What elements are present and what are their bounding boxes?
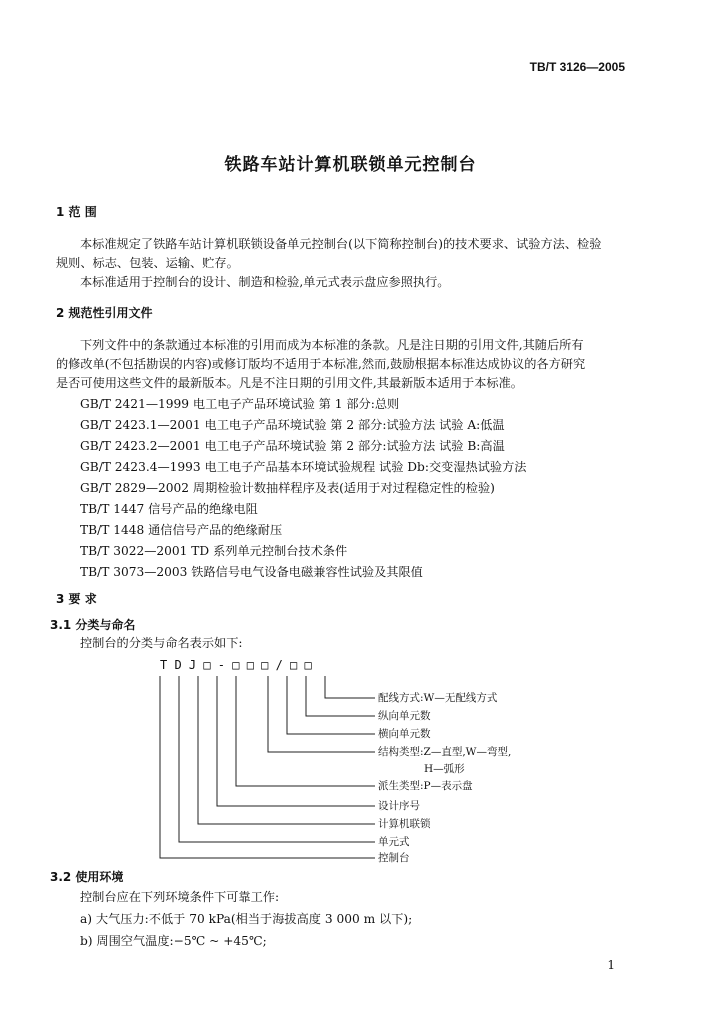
- section-3-2-heading: 3.2 使用环境: [50, 870, 124, 884]
- reference-item: GB/T 2421—1999 电工电子产品环境试验 第 1 部分:总则: [80, 397, 400, 411]
- section-2-paragraph-line-1: 下列文件中的条款通过本标准的引用而成为本标准的条款。凡是注日期的引用文件,其随后所有: [80, 338, 584, 352]
- reference-item: GB/T 2423.1—2001 电工电子产品环境试验 第 2 部分:试验方法 试验 A:低温: [80, 418, 505, 432]
- section-3-2-text: 控制台应在下列环境条件下可靠工作:: [80, 890, 280, 904]
- document-title: 铁路车站计算机联锁单元控制台: [224, 155, 477, 175]
- standard-number: TB/T 3126—2005: [529, 60, 625, 74]
- section-2-paragraph-line-3: 是否可使用这些文件的最新版本。凡是不注日期的引用文件,其最新版本适用于本标准。: [56, 376, 523, 390]
- naming-diagram-lines: [150, 662, 570, 872]
- diagram-label: 结构类型:Z—直型,W—弯型,: [378, 746, 512, 758]
- section-3-heading: 3 要 求: [56, 592, 97, 606]
- list-item-b: b) 周围空气温度:−5℃ ~ +45℃;: [80, 934, 267, 948]
- reference-item: TB/T 3022—2001 TD 系列单元控制台技术条件: [80, 544, 348, 558]
- section-1-paragraph-1-line-1: 本标准规定了铁路车站计算机联锁设备单元控制台(以下简称控制台)的技术要求、试验方法、检验: [80, 237, 602, 251]
- reference-item: TB/T 1448 通信信号产品的绝缘耐压: [80, 523, 283, 537]
- reference-item: TB/T 3073—2003 铁路信号电气设备电磁兼容性试验及其限值: [80, 565, 423, 579]
- section-2-paragraph-line-2: 的修改单(不包括勘误的内容)或修订版均不适用于本标准,然而,鼓励根据本标准达成协议的各方研究: [56, 357, 586, 371]
- section-3-1-heading: 3.1 分类与命名: [50, 618, 136, 632]
- section-1-heading: 1 范 围: [56, 205, 97, 219]
- section-3-1-text: 控制台的分类与命名表示如下:: [80, 636, 243, 650]
- section-1-paragraph-1-line-2: 规则、标志、包装、运输、贮存。: [56, 256, 239, 270]
- diagram-label: 横向单元数: [378, 728, 431, 740]
- section-2-heading: 2 规范性引用文件: [56, 306, 153, 320]
- reference-item: GB/T 2423.2—2001 电工电子产品环境试验 第 2 部分:试验方法 试验 B:高温: [80, 439, 505, 453]
- naming-diagram: [150, 662, 570, 872]
- diagram-label: 控制台: [378, 852, 410, 864]
- diagram-label: 单元式: [378, 836, 410, 848]
- reference-item: GB/T 2423.4—1993 电工电子产品基本环境试验规程 试验 Db:交变湿热试验方法: [80, 460, 527, 474]
- reference-item: GB/T 2829—2002 周期检验计数抽样程序及表(适用于对过程稳定性的检验): [80, 481, 495, 495]
- diagram-label: 配线方式:W—无配线方式: [378, 692, 498, 704]
- diagram-label: 设计序号: [378, 800, 420, 812]
- diagram-label: 派生类型:P—表示盘: [378, 780, 473, 792]
- diagram-label: 纵向单元数: [378, 710, 431, 722]
- list-item-a: a) 大气压力:不低于 70 kPa(相当于海拔高度 3 000 m 以下);: [80, 912, 413, 926]
- diagram-label: 计算机联锁: [378, 818, 431, 830]
- reference-item: TB/T 1447 信号产品的绝缘电阻: [80, 502, 258, 516]
- designation-code: T D J □ - □ □ □ / □ □: [160, 658, 312, 672]
- section-1-paragraph-2: 本标准适用于控制台的设计、制造和检验,单元式表示盘应参照执行。: [80, 275, 450, 289]
- diagram-label: H—弧形: [424, 763, 465, 775]
- page-number: 1: [607, 958, 615, 972]
